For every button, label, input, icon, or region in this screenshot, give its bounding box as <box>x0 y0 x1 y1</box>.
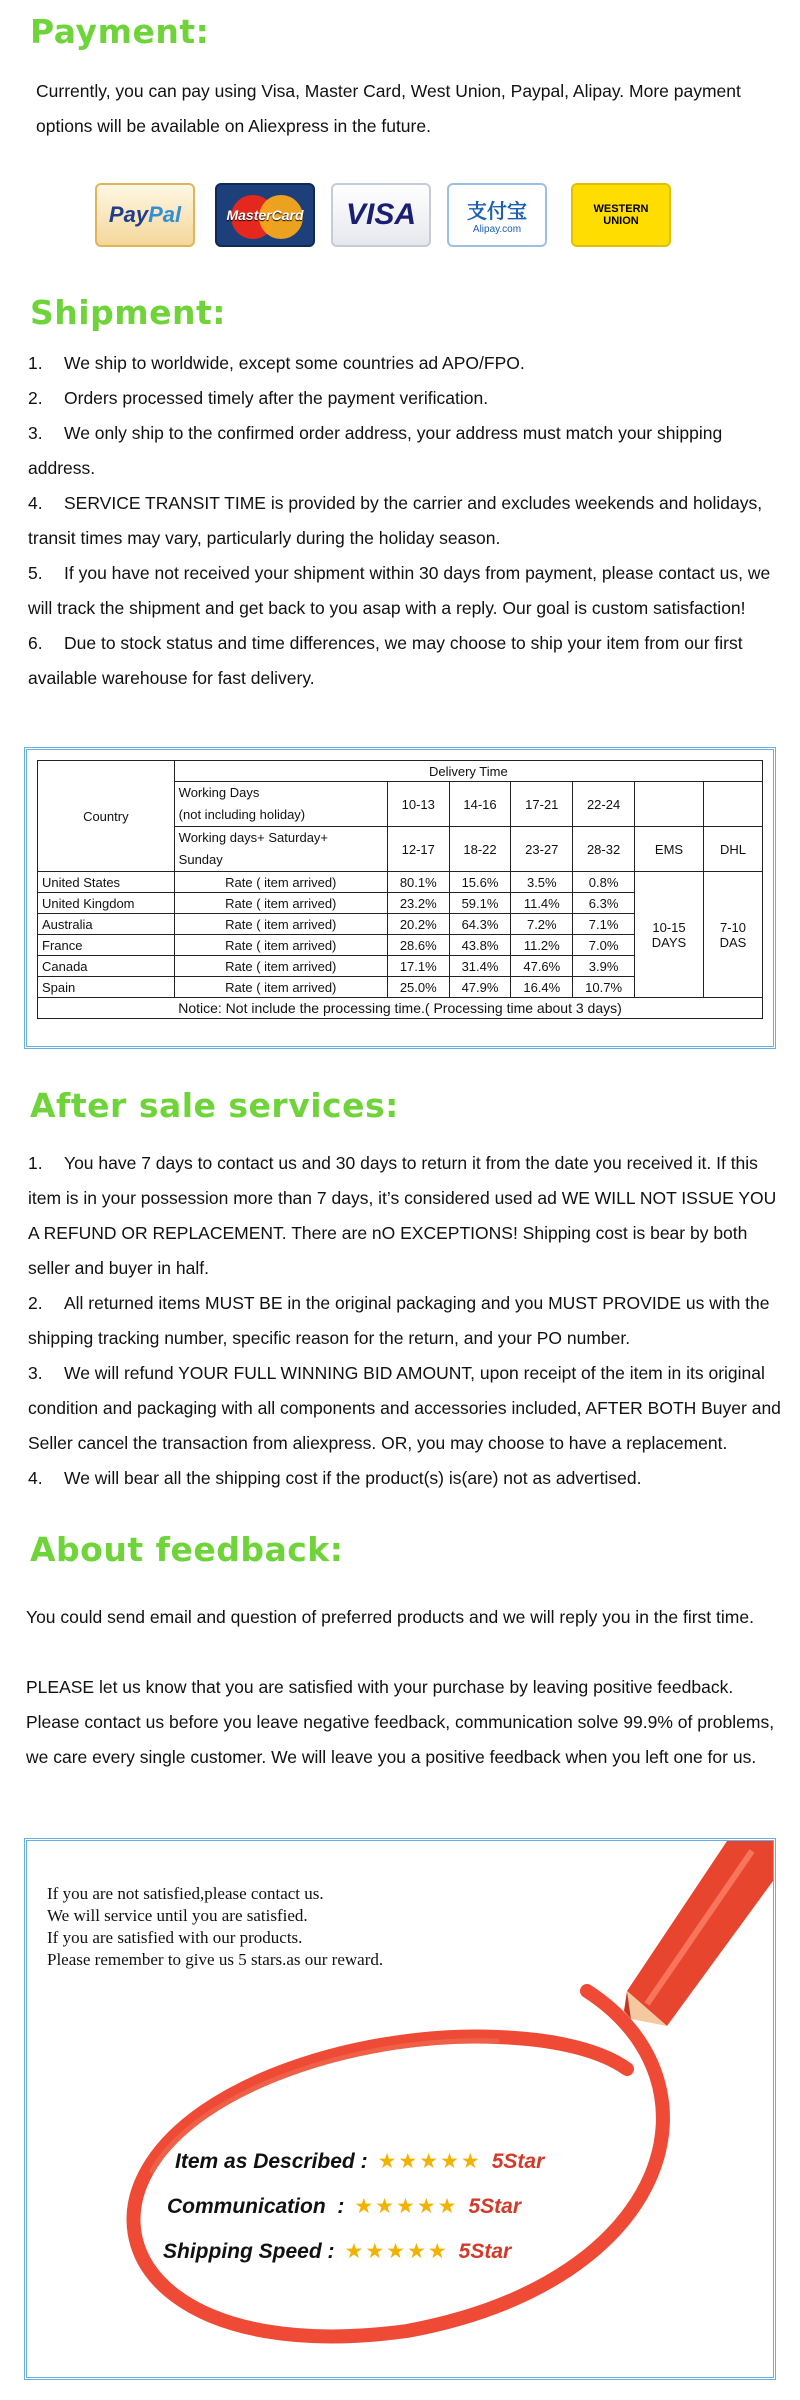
payment-text: Currently, you can pay using Visa, Master Card, West Union, Paypal, Alipay. More payment options will be available on Aliexpress in the future. <box>36 81 741 136</box>
after-sale-list <box>28 1146 788 1496</box>
table-cell: 14-16 <box>449 782 511 827</box>
table-row: Australia Rate ( item arrived) 20.2% 64.3% 7.2% 7.1% <box>38 914 763 935</box>
working-days-label: Working Days (not including holiday) <box>174 782 387 827</box>
table-cell: 28-32 <box>573 827 635 872</box>
pencil-icon <box>624 1841 773 2026</box>
rating-shipping-speed: Shipping Speed : ★★★★★ 5Star <box>163 2239 512 2263</box>
list-item: 2. Orders processed timely after the payment verification. <box>28 388 489 408</box>
table-row: Spain Rate ( item arrived) 25.0% 47.9% 16.4% 10.7% <box>38 977 763 998</box>
western-union-logo: WESTERN UNION <box>571 183 671 247</box>
list-item: 1. You have 7 days to contact us and 30 days to return it from the date you received it. If this item is in your possession more than 7 days, it’s considered used ad WE WILL NOT ISSUE YOU A REFUND OR REPLACEMENT. There are nO EXCEPTIONS! Shipping cost is bear by both seller and buyer in half. <box>28 1153 777 1278</box>
ems-header: EMS <box>635 827 704 872</box>
delivery-time-table <box>24 747 776 1049</box>
country-header: Country <box>38 761 175 872</box>
list-item: 3. We only ship to the confirmed order address, your address must match your shipping address. <box>28 423 723 478</box>
alipay-logo: 支付宝 Alipay.com <box>447 183 547 247</box>
table-cell: 23-27 <box>511 827 573 872</box>
table-row: United Kingdom Rate ( item arrived) 23.2% 59.1% 11.4% 6.3% <box>38 893 763 914</box>
list-item: 2. All returned items MUST BE in the original packaging and you MUST PROVIDE us with the shipping tracking number, specific reason for the return, and your PO number. <box>28 1293 770 1348</box>
feedback-text-2: PLEASE let us know that you are satisfied with your purchase by leaving positive feedback. Please contact us before you leave negative feedback, communication solve 99.9% of problems, we care every single customer. We will leave you a positive feedback when you left one for us. <box>26 1677 775 1767</box>
star-rating-icon: ★★★★★ <box>354 2195 459 2218</box>
rating-communication: Communication : ★★★★★ 5Star <box>167 2194 522 2218</box>
table-notice: Notice: Not include the processing time.( Processing time about 3 days) <box>38 998 763 1019</box>
list-item: 1. We ship to worldwide, except some countries ad APO/FPO. <box>28 353 525 373</box>
table-row: United States Rate ( item arrived) 80.1% 15.6% 3.5% 0.8% 10-15 DAYS 7-10 DAS <box>38 872 763 893</box>
delivery-time-caption: Delivery Time <box>174 761 762 782</box>
feedback-heading: About feedback: <box>30 1530 344 1569</box>
list-item: 4. SERVICE TRANSIT TIME is provided by the carrier and excludes weekends and holidays, transit times may vary, particularly during the holiday season. <box>28 493 763 548</box>
feedback-review-card <box>24 1838 776 2380</box>
star-rating-icon: ★★★★★ <box>344 2240 449 2263</box>
dhl-header: DHL <box>704 827 763 872</box>
table-cell: 10-13 <box>387 782 449 827</box>
feedback-text-1: You could send email and question of preferred products and we will reply you in the first time. <box>26 1607 754 1627</box>
shipment-list <box>28 346 788 696</box>
payment-heading: Payment: <box>30 12 210 51</box>
mastercard-logo: MasterCard <box>215 183 315 247</box>
shipment-heading: Shipment: <box>30 293 226 332</box>
table-row: France Rate ( item arrived) 28.6% 43.8% 11.2% 7.0% <box>38 935 763 956</box>
table-row: Canada Rate ( item arrived) 17.1% 31.4% 47.6% 3.9% <box>38 956 763 977</box>
table-cell: 17-21 <box>511 782 573 827</box>
rating-item-described: Item as Described : ★★★★★ 5Star <box>175 2149 545 2173</box>
working-days-weekend-label: Working days+ Saturday+ Sunday <box>174 827 387 872</box>
list-item: 5. If you have not received your shipment within 30 days from payment, please contact us, we will track the shipment and get back to you asap with a reply. Our goal is custom satisfaction! <box>28 563 771 618</box>
review-message: If you are not satisfied,please contact us. We will service until you are satisfied. If you are satisfied with our products. Please remember to give us 5 stars.as our reward. <box>47 1884 384 1969</box>
rating-rows <box>163 2139 545 2274</box>
dhl-time: 7-10 DAS <box>704 872 763 998</box>
list-item: 4. We will bear all the shipping cost if the product(s) is(are) not as advertised. <box>28 1468 642 1488</box>
paypal-logo: Pay Pal <box>95 183 195 247</box>
table-cell: 18-22 <box>449 827 511 872</box>
star-rating-icon: ★★★★★ <box>377 2150 482 2173</box>
list-item: 3. We will refund YOUR FULL WINNING BID AMOUNT, upon receipt of the item in its original condition and packaging with all components and accessories included, AFTER BOTH Buyer and Seller cancel the transaction from aliexpress. OR, you may choose to have a replacement. <box>28 1363 781 1453</box>
ems-time: 10-15 DAYS <box>635 872 704 998</box>
payment-logos <box>95 183 685 249</box>
list-item: 6. Due to stock status and time differences, we may choose to ship your item from our first available warehouse for fast delivery. <box>28 633 743 688</box>
after-sale-heading: After sale services: <box>30 1086 399 1125</box>
visa-logo: VISA <box>331 183 431 247</box>
table-cell: 12-17 <box>387 827 449 872</box>
table-cell: 22-24 <box>573 782 635 827</box>
